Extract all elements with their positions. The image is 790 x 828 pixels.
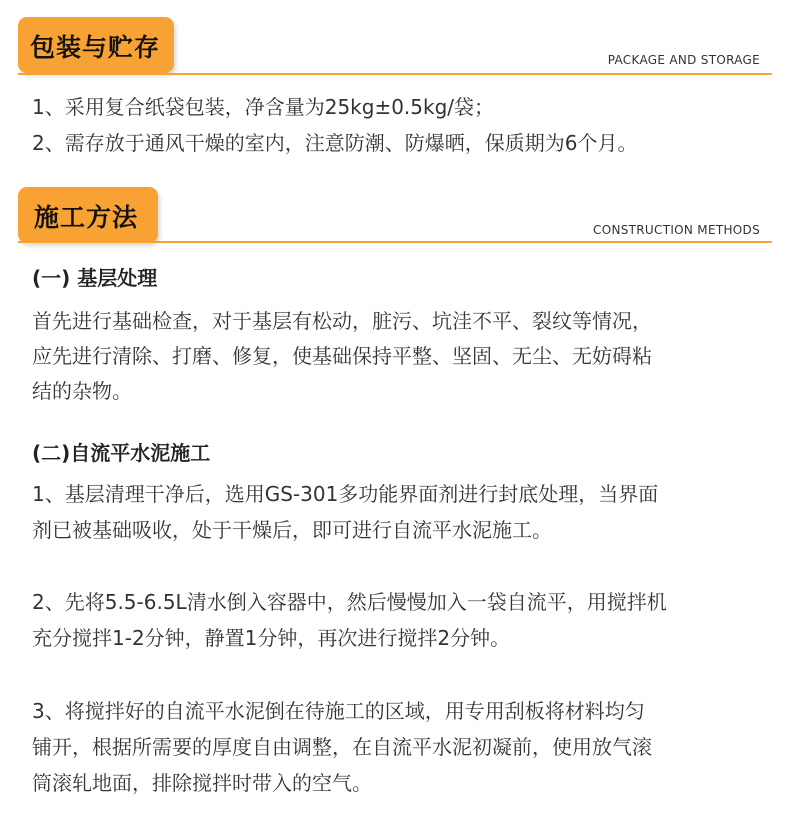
base-line-3: 结的杂物。: [32, 379, 132, 403]
construction-subtitle-en: CONSTRUCTION METHODS: [593, 223, 760, 237]
construction-title: 施工方法: [34, 203, 139, 232]
construction-section-header: [18, 187, 772, 247]
package-line-2: 2、需存放于通风干燥的室内，注意防潮、防爆晒，保质期为6个月。: [32, 131, 638, 155]
construction-title-tab: [18, 187, 158, 243]
package-title: 包装与贮存: [30, 33, 161, 62]
package-title-tab: [18, 17, 174, 73]
base-treatment-heading: (一) 基层处理: [32, 266, 158, 290]
package-section-header: [18, 17, 772, 77]
step3-line-1: 3、将搅拌好的自流平水泥倒在待施工的区域，用专用刮板将材料均匀: [32, 699, 645, 723]
step3-line-2: 铺开，根据所需要的厚度自由调整，在自流平水泥初凝前，使用放气滚: [32, 735, 652, 759]
step1-line-1: 1、基层清理干净后，选用GS-301多功能界面剂进行封底处理，当界面: [32, 482, 659, 506]
construction-divider: [18, 241, 772, 243]
step2-line-1: 2、先将5.5-6.5L清水倒入容器中，然后慢慢加入一袋自流平，用搅拌机: [32, 590, 667, 614]
base-line-2: 应先进行清除、打磨、修复，使基础保持平整、坚固、无尘、无妨碍粘: [32, 344, 652, 368]
step2-line-2: 充分搅拌1-2分钟，静置1分钟，再次进行搅拌2分钟。: [32, 626, 511, 650]
package-line-1: 1、采用复合纸袋包装，净含量为25kg±0.5kg/袋；: [32, 95, 495, 119]
cement-heading: (二)自流平水泥施工: [32, 441, 211, 465]
package-subtitle-en: PACKAGE AND STORAGE: [607, 53, 760, 67]
step3-line-3: 筒滚轧地面，排除搅拌时带入的空气。: [32, 771, 372, 795]
step1-line-2: 剂已被基础吸收，处于干燥后，即可进行自流平水泥施工。: [32, 518, 552, 542]
package-divider: [18, 73, 772, 75]
base-line-1: 首先进行基础检查，对于基层有松动，脏污、坑洼不平、裂纹等情况，: [32, 309, 652, 333]
